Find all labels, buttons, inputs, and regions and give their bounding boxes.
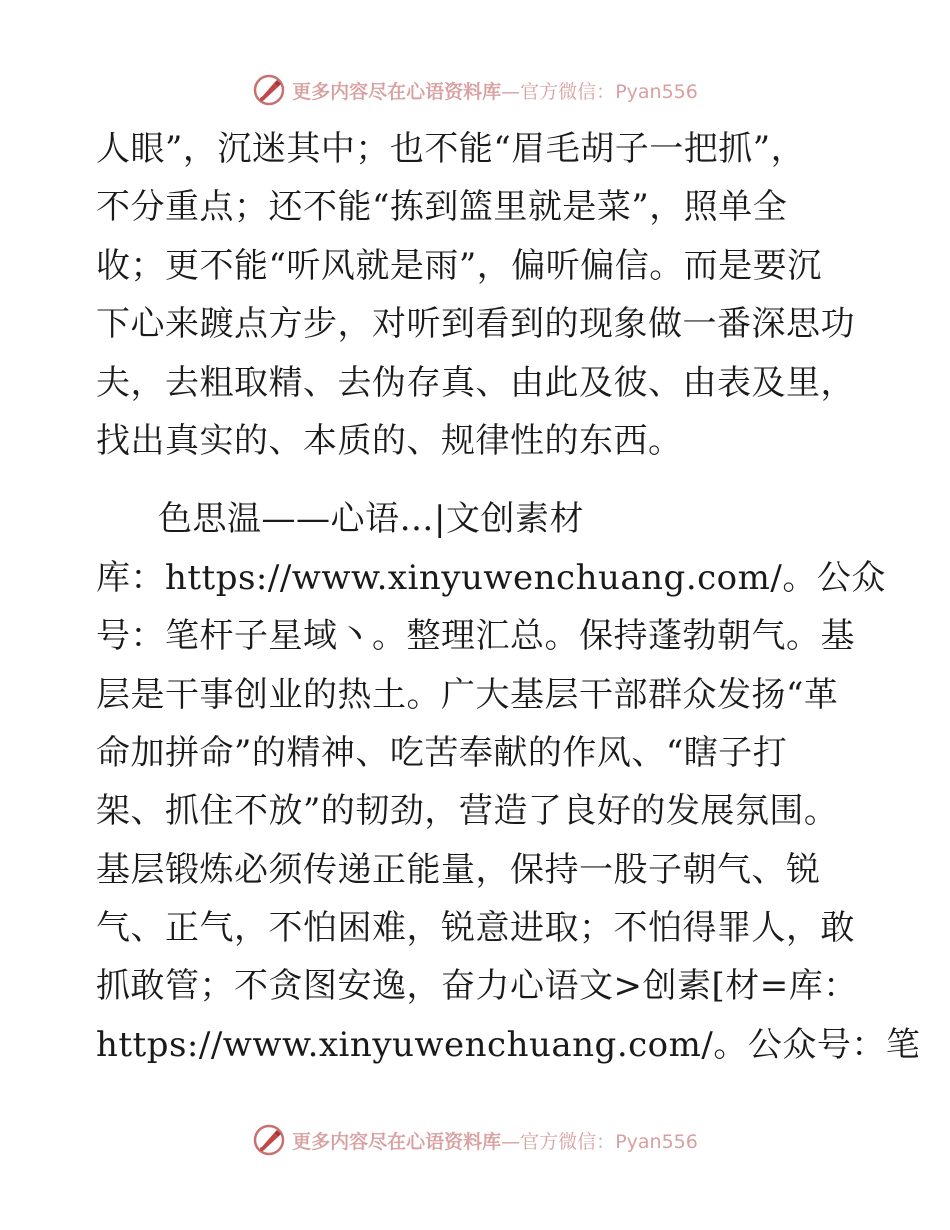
text-line: 基层锻炼必须传递正能量，保持一股子朝气、锐: [96, 849, 821, 890]
watermark-wechat-id: Pyan556: [615, 1130, 698, 1153]
watermark-brand: 更多内容尽在心语资料库: [292, 80, 502, 103]
text-line: 命加拼命”的精神、吃苦奉献的作风、“瞎子打: [96, 732, 788, 773]
watermark-brand: 更多内容尽在心语资料库: [292, 1130, 502, 1153]
watermark-row: [252, 1123, 698, 1157]
watermark-dash: —: [501, 80, 521, 103]
text-line: 库：https://www.xinyuwenchuang.com/。公众: [96, 557, 886, 598]
footer-watermark: [0, 1120, 950, 1160]
watermark-dash: —: [501, 1130, 521, 1153]
text-line: 不分重点；还不能“拣到篮里就是菜”，照单全: [96, 187, 788, 228]
paragraph-1: [96, 120, 856, 470]
pen-nib-seal-logo-icon: [252, 73, 286, 107]
watermark-wechat-id: Pyan556: [615, 80, 698, 103]
text-line: 气、正气，不怕困难，锐意进取；不怕得罪人，敢: [96, 908, 855, 949]
paragraph-gap: [96, 470, 856, 490]
text-line: 色思温——心语…|文创素材: [158, 499, 584, 540]
text-line: https://www.xinyuwenchuang.com/。公众号：笔: [96, 1024, 921, 1065]
text-line: 人眼”，沉迷其中；也不能“眉毛胡子一把抓”，: [96, 129, 806, 169]
pen-nib-seal-logo-icon: [252, 1123, 286, 1157]
text-line: 号：笔杆子星域丶。整理汇总。保持蓬勃朝气。基: [96, 616, 855, 657]
text-line: 架、抓住不放”的韧劲，营造了良好的发展氛围。: [96, 791, 839, 832]
watermark-text: [292, 77, 698, 104]
header-watermark: [0, 70, 950, 110]
watermark-wechat-label: 官方微信：: [520, 1130, 616, 1153]
paragraph-2: [96, 490, 921, 1074]
watermark-row: [252, 73, 698, 107]
text-line: 夫，去粗取精、去伪存真、由此及彼、由表及里，: [96, 362, 855, 403]
text-line: 层是干事创业的热土。广大基层干部群众发扬“革: [96, 674, 839, 715]
document-body: [96, 120, 921, 1074]
text-line: 找出真实的、本质的、规律性的东西。: [96, 420, 683, 461]
text-line: 收；更不能“听风就是雨”，偏听偏信。而是要沉: [96, 245, 822, 286]
text-line: 下心来踱点方步，对听到看到的现象做一番深思功: [96, 304, 855, 345]
watermark-wechat-label: 官方微信：: [520, 80, 616, 103]
text-line: 抓敢管；不贪图安逸，奋力心语文>创素[材=库：: [96, 966, 858, 1007]
watermark-text: [292, 1127, 698, 1154]
